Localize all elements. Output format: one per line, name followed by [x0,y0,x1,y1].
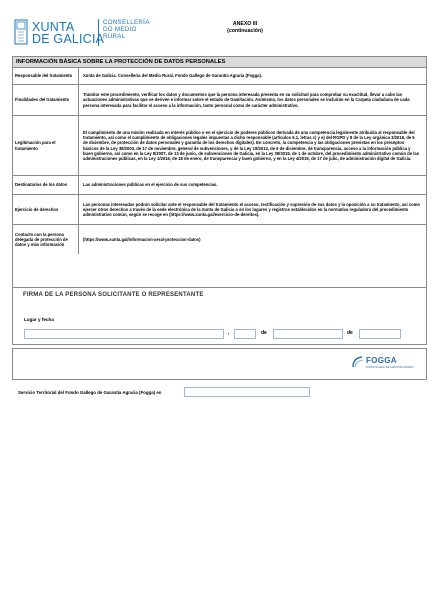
row-label: Finalidades del tratamiento [13,85,79,115]
fogga-emblem-icon [351,355,365,369]
xunta-logo [14,18,164,48]
year-input[interactable] [359,329,401,339]
month-input[interactable] [273,329,343,339]
data-protection-table [12,56,427,303]
comma-separator: , [228,330,230,336]
table-row [13,84,426,115]
annex-subtitle: (continuación) [227,28,263,34]
table-row [13,115,426,175]
logo-xunta-line1: XUNTA [32,20,75,34]
xunta-emblem-icon [14,19,28,45]
row-value: Tramitar este procedimiento, verificar los datos y documentos que la persona interesada presenta en su solicitud para comprobar su exactitud, llevar a cabo las actuaciones administrativas que se deriven e informar sobre el estado de tramitación. Asimismo, los datos personales se incluirán en la Carpeta ciudadana de cada persona interesada para facilitar el acceso a la información, tanto personal como de carácter administrativo. [83,92,410,108]
territorial-service-input[interactable] [184,387,310,397]
logo-conselleria-line1: CONSELLERÍA [103,19,150,26]
row-value: El cumplimiento de una misión realizada en interés público o en el ejercicio de poderes públicos derivada de una competencia legalmente atribuida al responsable del tratamiento, así como el cumplimiento de obligaciones legales impuestas a dicho responsable (artículos 6.1, letras c) y e) del RGPD y 8 de la Ley orgánica 3/2018, de 5 de diciembre, de protección de datos personales y garantía de los derechos digitales). En concreto, la competencia y las obligaciones previstas en los preceptos básicos de la Ley 38/2003, de 17 de noviembre, general de subvenciones, y de la Ley 19/2013, de 9 de diciembre, de transparencia, acceso a la información pública y buen gobierno, así como en la Ley 9/2007, de 13 de junio, de subvenciones de Galicia, en la Ley 39/2015, de 1 de octubre, del procedimiento administrativo común de las administraciones públicas, en la Ley 1/2016, de 18 de enero, de transparencia y buen gobierno, y en la Ley 4/2019, de 17 de julio, de administración digital de Galicia. [83,129,420,161]
logo-conselleria-line2: DO MEDIO [103,26,137,33]
logo-divider [98,19,99,46]
row-value: Xunta de Galicia. Consellería del Medio Rural. Fondo Gallego de Garantía Agraria (Fogga). [83,73,263,79]
fogga-logo [351,354,414,374]
day-input[interactable] [234,329,256,339]
signature-title: FIRMA DE LA PERSONA SOLICITANTE O REPRESENTANTE [23,292,204,298]
row-label: Ejercicio de derechos [13,195,79,224]
row-label: Legitimación para el tratamiento [13,116,79,175]
logo-xunta-line2: DE GALICIA [32,32,105,46]
territorial-service-label: Servicio Territorial del Fondo Gallego de Garantía Agraria (Fogga) en [18,390,162,395]
fogga-tagline: FONDO GALEGO DE GARANTÍA AGRARIA [366,366,414,369]
table-row [13,194,426,224]
place-input[interactable] [24,329,224,339]
logo-conselleria-line3: RURAL [103,33,126,40]
row-label: Responsable del tratamiento [13,68,79,84]
signature-section [12,287,427,345]
row-label: Contacto con la persona delegada de protección de datos y más información [13,225,79,254]
row-label: Destinatarios de los datos [13,176,79,194]
table-title: INFORMACIÓN BÁSICA SOBRE LA PROTECCIÓN DE DATOS PERSONALES [13,57,426,67]
row-value: (https://www.xunta.gal/informacion-xeral-proteccion-datos) [83,236,201,242]
de-separator-1: de [261,330,267,336]
fogga-name: FOGGA [366,356,397,365]
fogga-logo-area [12,348,427,380]
row-value: Las personas interesadas podrán solicitar ante el responsable del tratamiento el acceso, rectificación y supresión de sus datos y la oposición a su tratamiento, así como ejercer otros derechos a través de la sede electrónica de la Xunta de Galicia o en los lugares y registros establecidos en la normativa reguladora del procedimiento administrativo común, según se recoge en (https://www.xunta.gal/exercicio-de-dereitos). [83,201,420,218]
place-date-label: Lugar y fecha [24,317,54,322]
row-value: Las administraciones públicas en el ejercicio de sus competencias. [83,182,218,188]
annex-title: ANEXO III [232,21,258,27]
table-row [13,224,426,254]
annex-heading [215,21,275,35]
table-row [13,67,426,84]
table-row [13,175,426,194]
de-separator-2: de [347,330,353,336]
